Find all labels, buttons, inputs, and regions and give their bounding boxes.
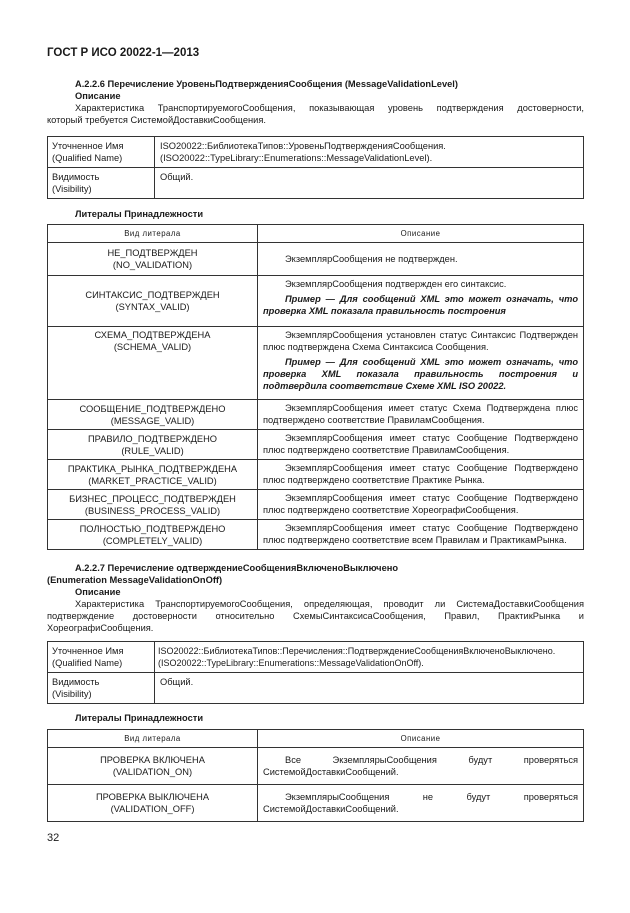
description-line: подтверждение достоверности относительно СхемыСинтаксисаСообщения, Правил, ПрактикРынка и xyxy=(47,611,584,621)
visibility-label: Видимость (Visibility) xyxy=(48,673,155,704)
section-a226-identity-table xyxy=(47,136,584,199)
table-row: СИНТАКСИС_ПОДТВЕРЖДЕН (SYNTAX_VALID) ЭкземплярСообщения подтвержден его синтаксис. Пример — Для сообщений XML это может означать, что проверка XML показала правильность построения xyxy=(48,276,584,327)
table-row: НЕ_ПОДТВЕРЖДЕН (NO_VALIDATION) ЭкземплярСообщения не подтвержден. xyxy=(48,243,584,276)
section-a226-literals-heading: Литералы Принадлежности xyxy=(75,209,204,219)
qualified-name-label: Уточненное Имя (Qualified Name) xyxy=(48,137,155,168)
table-row: СООБЩЕНИЕ_ПОДТВЕРЖДЕНО (MESSAGE_VALID) ЭкземплярСообщения имеет статус Схема Подтверждена плюс подтверждено соответствие ПравиламСообщения. xyxy=(48,400,584,430)
table-row: ПРАКТИКА_РЫНКА_ПОДТВЕРЖДЕНА (MARKET_PRACTICE_VALID) ЭкземплярСообщения имеет статус Сообщение Подтверждено плюс подтверждено соответствие Практике Рынка. xyxy=(48,460,584,490)
section-a227-description-label: Описание xyxy=(75,587,121,597)
section-a227-description xyxy=(47,598,584,634)
table-row: ПРОВЕРКА ВЫКЛЮЧЕНА (VALIDATION_OFF) ЭкземплярыСообщения не будут проверяться СистемойДоставкиСообщений. xyxy=(48,785,584,822)
col-desc-header: Описание xyxy=(258,730,584,748)
table-row: СХЕМА_ПОДТВЕРЖДЕНА (SCHEMA_VALID) ЭкземплярСообщения установлен статус Синтаксис Подтвержден плюс подтверждена Схема Синтаксиса Сообщения. Пример — Для сообщений XML это может означать, что проверка XML показала правильность построения и подтвердила соответствие Схеме XML ISO 20022. xyxy=(48,327,584,400)
section-a227-literals-table xyxy=(47,729,584,822)
qualified-name-value: ISO20022::БиблиотекаТипов::УровеньПодтвержденияСообщения. (ISO20022::TypeLibrary::Enumerations::MessageValidationLevel). xyxy=(155,137,584,168)
qualified-name-value: ISO20022::БиблиотекаТипов::Перечисления::ПодтверждениеСообщенияВключеноВыключено. (ISO20022::TypeLibrary::Enumerations::MessageValidationOnOff). xyxy=(155,642,584,673)
description-line: который требуется СистемойДоставкиСообщения. xyxy=(47,115,266,125)
visibility-value: Общий. xyxy=(155,673,584,704)
page-header: ГОСТ Р ИСО 20022-1—2013 xyxy=(47,47,200,59)
col-desc-header: Описание xyxy=(258,225,584,243)
table-row: ПРАВИЛО_ПОДТВЕРЖДЕНО (RULE_VALID) ЭкземплярСообщения имеет статус Сообщение Подтверждено плюс подтверждено соответствие ПравиламСообщения. xyxy=(48,430,584,460)
section-a226-description-label: Описание xyxy=(75,91,121,101)
example-note: Пример — Для сообщений XML это может означать, что проверка XML показала правильность построения xyxy=(263,294,578,316)
section-a227-literals-heading: Литералы Принадлежности xyxy=(75,713,204,723)
section-a226-description xyxy=(47,102,584,126)
table-row: ПРОВЕРКА ВКЛЮЧЕНА (VALIDATION_ON) Все ЭкземплярыСообщения будут проверяться СистемойДоставкиСообщений. xyxy=(48,748,584,785)
section-a227-title-en: (Enumeration MessageValidationOnOff) xyxy=(47,575,223,585)
visibility-value: Общий. xyxy=(155,168,584,199)
visibility-label: Видимость (Visibility) xyxy=(48,168,155,199)
section-a227-title: A.2.2.7 Перечисление одтверждениеСообщенияВключеноВыключено xyxy=(75,563,399,573)
col-kind-header: Вид литерала xyxy=(48,225,258,243)
table-row: ПОЛНОСТЬЮ_ПОДТВЕРЖДЕНО (COMPLETELY_VALID) ЭкземплярСообщения имеет статус Сообщение Подтверждено плюс подтверждено соответствие всем Правилам и ПрактикамРынка. xyxy=(48,520,584,550)
page-number: 32 xyxy=(47,832,60,844)
description-line: Характеристика ТранспортируемогоСообщения, показывающая уровень подтверждения достоверности, xyxy=(75,103,584,113)
section-a226-title: A.2.2.6 Перечисление УровеньПодтвержденияСообщения (MessageValidationLevel) xyxy=(75,79,458,89)
example-note: Пример — Для сообщений XML это может означать, что проверка XML показала правильность построения и подтвердила соответствие Схеме XML ISO 20022. xyxy=(263,357,578,391)
section-a227-identity-table xyxy=(47,641,584,704)
qualified-name-label: Уточненное Имя (Qualified Name) xyxy=(48,642,155,673)
table-row: БИЗНЕС_ПРОЦЕСС_ПОДТВЕРЖДЕН (BUSINESS_PROCESS_VALID) ЭкземплярСообщения имеет статус Сообщение Подтверждено плюс подтверждено соответствие ХореографиСообщения. xyxy=(48,490,584,520)
col-kind-header: Вид литерала xyxy=(48,730,258,748)
section-a226-literals-table xyxy=(47,224,584,550)
description-line: Характеристика ТранспортируемогоСообщения, определяющая, проводит ли СистемаДоставкиСообщения xyxy=(75,599,584,609)
description-line: ХореографиСообщения. xyxy=(47,623,154,633)
